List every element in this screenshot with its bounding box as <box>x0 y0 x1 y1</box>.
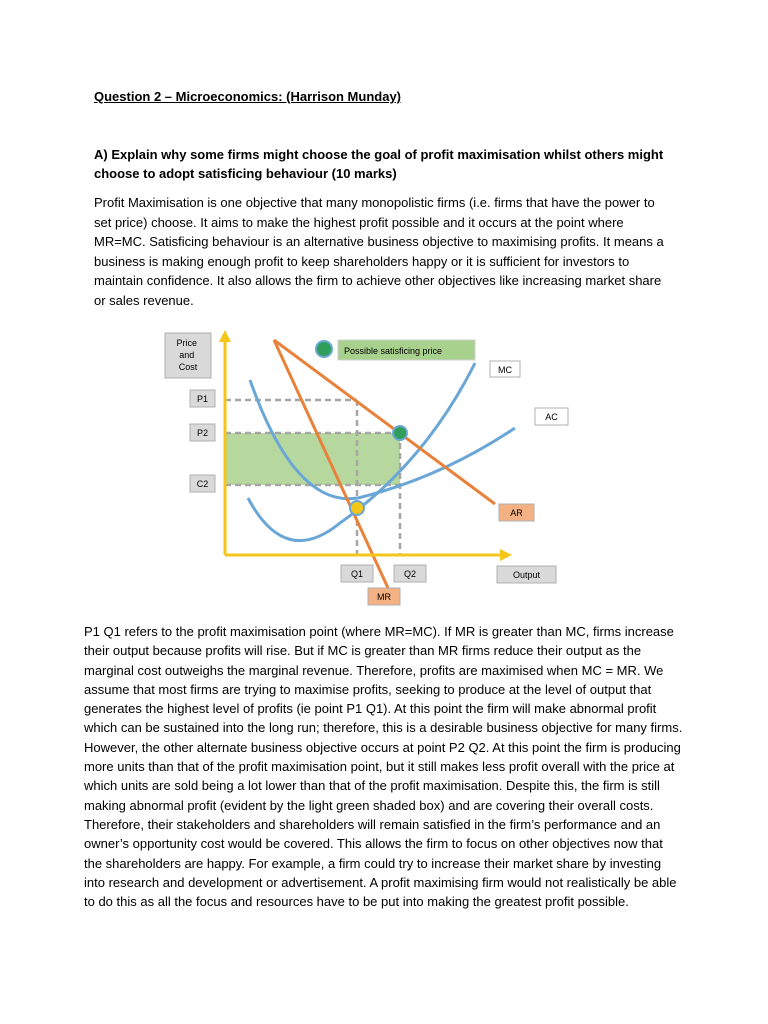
question-heading: A) Explain why some firms might choose the goal of profit maximisation whilst others might choose to adopt satisficing behaviour (10 marks) <box>94 147 664 181</box>
paragraph-intro: Profit Maximisation is one objective that many monopolistic firms (i.e. firms that have the power to set price) choose. It aims to make the highest profit possible and it occurs at the point where MR=MC. Satisficing behaviour is an alternative business objective to maximising profits. It means a business is making enough profit to keep shareholders happy or it is sufficient for investors to maintain confidence. It also allows the firm to achieve other objectives like increasing market share or sales revenue. <box>94 195 664 308</box>
p1-tick-label: P1 <box>196 394 209 404</box>
profit-max-point <box>350 501 364 515</box>
diagram-svg <box>150 328 570 610</box>
ar-label: AR <box>510 508 523 518</box>
satisficing-point <box>393 426 407 440</box>
y-axis-arrow <box>219 330 231 342</box>
ac-label: AC <box>545 412 558 422</box>
legend-label: Possible satisficing price <box>344 346 443 356</box>
x-axis-arrow <box>500 549 512 561</box>
mc-label: MC <box>498 365 512 375</box>
q1-tick-label: Q1 <box>350 569 364 579</box>
mr-label: MR <box>377 592 391 602</box>
document-title: Question 2 – Microeconomics: (Harrison Munday) <box>94 89 401 104</box>
x-axis-label: Output <box>512 570 541 580</box>
q2-tick-label: Q2 <box>403 569 417 579</box>
y-axis-label-line-3: Cost <box>178 362 198 372</box>
y-axis-label <box>176 338 199 372</box>
legend-marker <box>316 341 332 357</box>
y-axis-label-line-2: and <box>179 350 195 360</box>
c2-tick-label: C2 <box>196 479 209 489</box>
p2-tick-label: P2 <box>196 428 209 438</box>
satisficing-diagram <box>150 328 570 610</box>
y-axis-label-line-1: Price <box>176 338 197 348</box>
profit-area <box>225 433 400 485</box>
paragraph-analysis: P1 Q1 refers to the profit maximisation point (where MR=MC). If MR is greater than MC, firms increase their output because profits will rise. But if MC is greater than MR firms reduce their output as the marginal cost outweighs the marginal revenue. Therefore, profits are maximised when MC = MR. We assume that most firms are trying to maximise profits, seeking to produce at the level of output that generates the highest level of profits (ie point P1 Q1). At this point the firm will make abnormal profit which can be sustained into the long run; therefore, this is a desirable business objective for many firms. However, the other alternate business objective occurs at point P2 Q2. At this point the firm is producing more units than that of the profit maximisation point, but it still makes less profit overall with the price at which units are sold being a lot lower than that of the profit maximisation. Despite this, the firm is still making abnormal profit (evident by the light green shaded box) and are covering their overall costs. Therefore, their stakeholders and shareholders will remain satisfied in the firm’s performance and an owner’s opportunity cost would be covered. This allows the firm to focus on other objectives now that the shareholders are happy. For example, a firm could try to increase their market share by investing into research and development or advertisement. A profit maximising firm would not realistically be able to do this as all the focus and resources have to be put into making the greatest profit possible. <box>84 624 683 910</box>
